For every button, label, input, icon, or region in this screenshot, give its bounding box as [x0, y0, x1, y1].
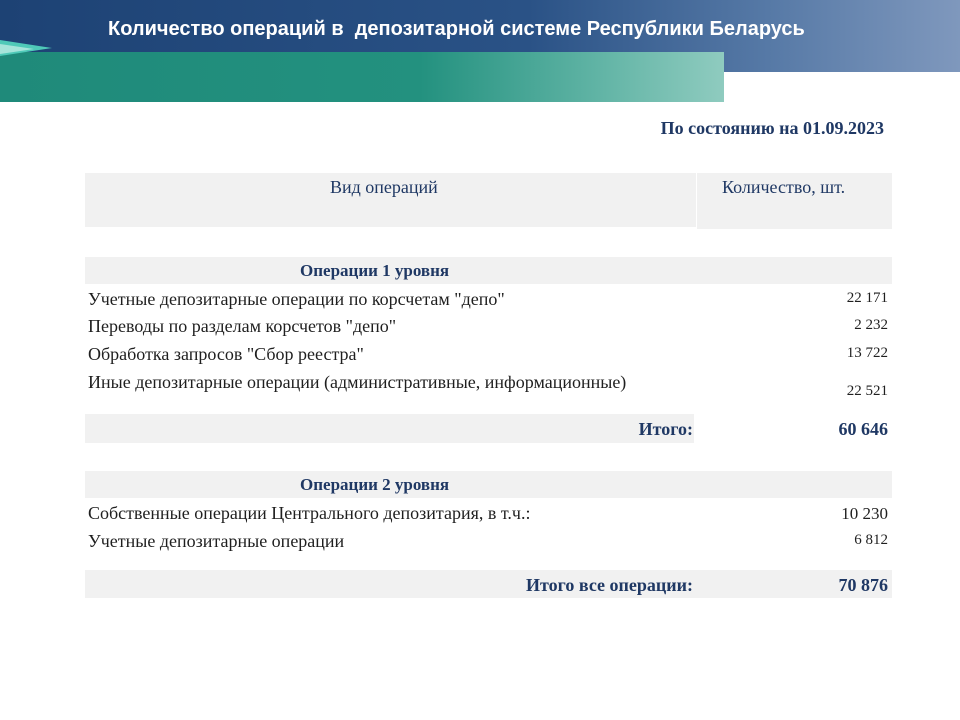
table-row-label: Обработка запросов "Сбор реестра": [88, 344, 364, 364]
section-level1-bg: [85, 257, 892, 284]
table-row-label: Переводы по разделам корсчетов "депо": [88, 316, 397, 336]
table-row-value: 2 232: [854, 317, 888, 333]
table-row-label: Учетные депозитарные операции: [88, 531, 345, 551]
table-row-value: 10 230: [841, 504, 888, 523]
total-level1-label: Итого:: [638, 419, 693, 439]
total-level1-bg: [85, 414, 694, 443]
header-arrow-highlight: [0, 44, 34, 54]
table-row-value: 22 521: [846, 383, 888, 399]
total-level1-value: 60 646: [838, 419, 888, 439]
table-row-label: Учетные депозитарные операции по корсчетам "депо": [88, 289, 505, 309]
table-row-value: 22 171: [846, 290, 888, 306]
column-header-type: Вид операций: [330, 177, 438, 197]
section-title-level1: Операции 1 уровня: [300, 261, 450, 280]
section-level2-bg: [85, 471, 892, 498]
as-of-date: По состоянию на 01.09.2023: [660, 118, 884, 138]
table-row-value: 6 812: [854, 532, 888, 548]
table-row-label: Собственные операции Центрального депозитария, в т.ч.:: [88, 503, 531, 523]
table-row-label: Иные депозитарные операции (административные, информационные): [88, 372, 627, 392]
page-title: Количество операций в депозитарной системе Республики Беларусь: [108, 18, 805, 40]
grand-total-value: 70 876: [838, 575, 888, 595]
grand-total-bg: [85, 570, 892, 598]
grand-total-label: Итого все операции:: [526, 575, 693, 595]
table-row-value: 13 722: [846, 345, 888, 361]
section-title-level2: Операции 2 уровня: [300, 475, 450, 494]
column-header-count: Количество, шт.: [722, 177, 846, 197]
header-teal-stripe: [0, 52, 724, 102]
